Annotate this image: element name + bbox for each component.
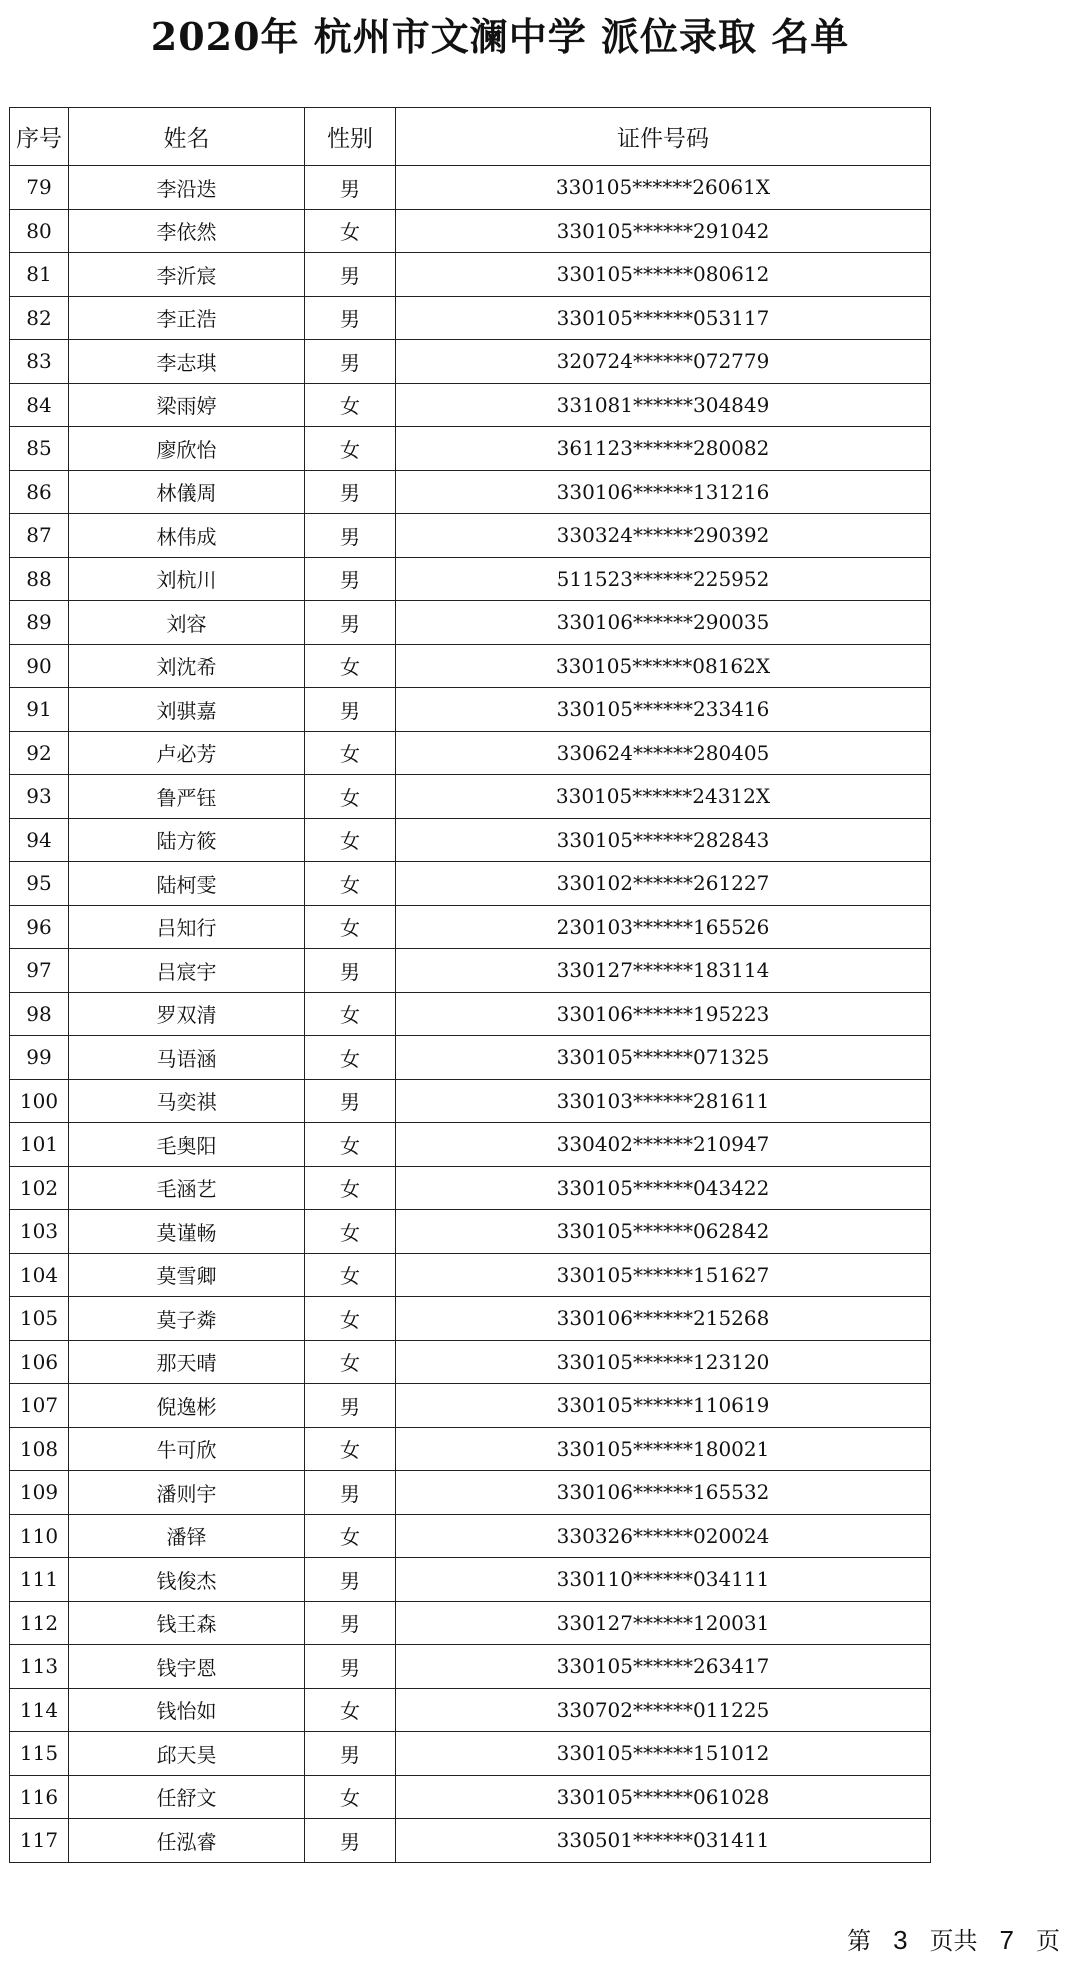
cell-gender: 女 bbox=[305, 1514, 396, 1558]
cell-id: 330106******131216 bbox=[396, 470, 931, 514]
table-row bbox=[10, 818, 931, 862]
table-row bbox=[10, 514, 931, 558]
cell-gender: 女 bbox=[305, 992, 396, 1036]
cell-seq: 116 bbox=[10, 1775, 69, 1819]
table-row bbox=[10, 1297, 931, 1341]
cell-gender: 男 bbox=[305, 688, 396, 732]
cell-name: 钱宇恩 bbox=[69, 1645, 305, 1689]
cell-name: 倪逸彬 bbox=[69, 1384, 305, 1428]
cell-id: 330105******24312X bbox=[396, 775, 931, 819]
table-row bbox=[10, 688, 931, 732]
cell-id: 330105******151627 bbox=[396, 1253, 931, 1297]
cell-seq: 108 bbox=[10, 1427, 69, 1471]
cell-seq: 100 bbox=[10, 1079, 69, 1123]
table-row bbox=[10, 1514, 931, 1558]
cell-name: 毛涵艺 bbox=[69, 1166, 305, 1210]
cell-name: 李正浩 bbox=[69, 296, 305, 340]
current-page-number: 3 bbox=[893, 1925, 908, 1955]
cell-seq: 105 bbox=[10, 1297, 69, 1341]
cell-id: 330106******215268 bbox=[396, 1297, 931, 1341]
cell-gender: 男 bbox=[305, 1471, 396, 1515]
cell-id: 330106******290035 bbox=[396, 601, 931, 645]
cell-gender: 男 bbox=[305, 1819, 396, 1863]
cell-gender: 女 bbox=[305, 905, 396, 949]
cell-gender: 男 bbox=[305, 340, 396, 384]
footer-middle: 页共 bbox=[929, 1927, 978, 1955]
table-row bbox=[10, 601, 931, 645]
cell-gender: 男 bbox=[305, 514, 396, 558]
cell-name: 钱王森 bbox=[69, 1601, 305, 1645]
cell-gender: 男 bbox=[305, 1079, 396, 1123]
cell-seq: 102 bbox=[10, 1166, 69, 1210]
table-row bbox=[10, 644, 931, 688]
cell-seq: 79 bbox=[10, 166, 69, 210]
cell-seq: 106 bbox=[10, 1340, 69, 1384]
page-title: 2020年 杭州市文澜中学 派位录取 名单 bbox=[150, 14, 850, 59]
table-row bbox=[10, 1166, 931, 1210]
cell-id: 330105******062842 bbox=[396, 1210, 931, 1254]
cell-name: 李沿迭 bbox=[69, 166, 305, 210]
cell-id: 330105******061028 bbox=[396, 1775, 931, 1819]
cell-gender: 女 bbox=[305, 427, 396, 471]
cell-id: 330105******110619 bbox=[396, 1384, 931, 1428]
cell-name: 莫子粦 bbox=[69, 1297, 305, 1341]
cell-gender: 女 bbox=[305, 644, 396, 688]
cell-name: 卢必芳 bbox=[69, 731, 305, 775]
cell-gender: 男 bbox=[305, 166, 396, 210]
cell-id: 330105******180021 bbox=[396, 1427, 931, 1471]
cell-id: 330501******031411 bbox=[396, 1819, 931, 1863]
cell-seq: 99 bbox=[10, 1036, 69, 1080]
cell-gender: 女 bbox=[305, 862, 396, 906]
cell-gender: 女 bbox=[305, 1123, 396, 1167]
table-row bbox=[10, 1471, 931, 1515]
cell-name: 马语涵 bbox=[69, 1036, 305, 1080]
table-row bbox=[10, 470, 931, 514]
cell-seq: 94 bbox=[10, 818, 69, 862]
cell-id: 330324******290392 bbox=[396, 514, 931, 558]
cell-gender: 男 bbox=[305, 470, 396, 514]
cell-id: 330105******080612 bbox=[396, 253, 931, 297]
cell-name: 潘铎 bbox=[69, 1514, 305, 1558]
cell-name: 李依然 bbox=[69, 209, 305, 253]
cell-name: 邱天昊 bbox=[69, 1732, 305, 1776]
cell-seq: 95 bbox=[10, 862, 69, 906]
cell-seq: 87 bbox=[10, 514, 69, 558]
footer-suffix: 页 bbox=[1036, 1927, 1060, 1955]
header-id: 证件号码 bbox=[396, 108, 931, 166]
cell-seq: 89 bbox=[10, 601, 69, 645]
table-row bbox=[10, 992, 931, 1036]
cell-seq: 101 bbox=[10, 1123, 69, 1167]
cell-name: 林伟成 bbox=[69, 514, 305, 558]
cell-name: 钱俊杰 bbox=[69, 1558, 305, 1602]
cell-id: 330402******210947 bbox=[396, 1123, 931, 1167]
cell-name: 钱怡如 bbox=[69, 1688, 305, 1732]
cell-gender: 男 bbox=[305, 296, 396, 340]
cell-seq: 98 bbox=[10, 992, 69, 1036]
cell-gender: 女 bbox=[305, 1036, 396, 1080]
table-row bbox=[10, 166, 931, 210]
cell-gender: 男 bbox=[305, 253, 396, 297]
table-row bbox=[10, 1819, 931, 1863]
cell-gender: 女 bbox=[305, 1210, 396, 1254]
table-row bbox=[10, 1427, 931, 1471]
cell-gender: 男 bbox=[305, 1384, 396, 1428]
cell-name: 陆方筱 bbox=[69, 818, 305, 862]
cell-gender: 女 bbox=[305, 818, 396, 862]
admission-table bbox=[9, 107, 931, 1863]
cell-id: 511523******225952 bbox=[396, 557, 931, 601]
cell-gender: 女 bbox=[305, 1340, 396, 1384]
cell-id: 330127******120031 bbox=[396, 1601, 931, 1645]
cell-id: 330105******071325 bbox=[396, 1036, 931, 1080]
cell-gender: 女 bbox=[305, 209, 396, 253]
cell-seq: 86 bbox=[10, 470, 69, 514]
cell-seq: 91 bbox=[10, 688, 69, 732]
table-row bbox=[10, 1645, 931, 1689]
table-row bbox=[10, 1123, 931, 1167]
cell-name: 廖欣怡 bbox=[69, 427, 305, 471]
table-body bbox=[10, 166, 931, 1863]
cell-seq: 81 bbox=[10, 253, 69, 297]
page-footer bbox=[847, 1921, 1060, 1956]
cell-gender: 女 bbox=[305, 1427, 396, 1471]
table-row bbox=[10, 1384, 931, 1428]
cell-name: 鲁严钰 bbox=[69, 775, 305, 819]
cell-gender: 女 bbox=[305, 1297, 396, 1341]
cell-seq: 109 bbox=[10, 1471, 69, 1515]
cell-seq: 84 bbox=[10, 383, 69, 427]
cell-seq: 112 bbox=[10, 1601, 69, 1645]
header-gender: 性别 bbox=[305, 108, 396, 166]
table-row bbox=[10, 209, 931, 253]
cell-name: 任舒文 bbox=[69, 1775, 305, 1819]
table-row bbox=[10, 1732, 931, 1776]
cell-gender: 男 bbox=[305, 1645, 396, 1689]
cell-name: 林儀周 bbox=[69, 470, 305, 514]
cell-name: 吕知行 bbox=[69, 905, 305, 949]
cell-seq: 85 bbox=[10, 427, 69, 471]
cell-id: 330105******233416 bbox=[396, 688, 931, 732]
cell-seq: 114 bbox=[10, 1688, 69, 1732]
cell-seq: 83 bbox=[10, 340, 69, 384]
cell-seq: 107 bbox=[10, 1384, 69, 1428]
cell-seq: 80 bbox=[10, 209, 69, 253]
cell-id: 330105******123120 bbox=[396, 1340, 931, 1384]
cell-name: 莫谨畅 bbox=[69, 1210, 305, 1254]
table-row bbox=[10, 557, 931, 601]
cell-name: 那天晴 bbox=[69, 1340, 305, 1384]
cell-id: 330105******151012 bbox=[396, 1732, 931, 1776]
cell-name: 马奕祺 bbox=[69, 1079, 305, 1123]
cell-name: 任泓睿 bbox=[69, 1819, 305, 1863]
cell-name: 莫雪卿 bbox=[69, 1253, 305, 1297]
cell-id: 330702******011225 bbox=[396, 1688, 931, 1732]
cell-name: 李志琪 bbox=[69, 340, 305, 384]
cell-gender: 女 bbox=[305, 1253, 396, 1297]
cell-id: 330105******08162X bbox=[396, 644, 931, 688]
cell-gender: 男 bbox=[305, 1558, 396, 1602]
cell-id: 330106******195223 bbox=[396, 992, 931, 1036]
cell-id: 361123******280082 bbox=[396, 427, 931, 471]
table-row bbox=[10, 862, 931, 906]
cell-name: 刘容 bbox=[69, 601, 305, 645]
cell-seq: 88 bbox=[10, 557, 69, 601]
cell-id: 330105******26061X bbox=[396, 166, 931, 210]
cell-id: 330106******165532 bbox=[396, 1471, 931, 1515]
cell-id: 330105******053117 bbox=[396, 296, 931, 340]
header-name: 姓名 bbox=[69, 108, 305, 166]
cell-name: 罗双清 bbox=[69, 992, 305, 1036]
table-row bbox=[10, 1253, 931, 1297]
cell-seq: 103 bbox=[10, 1210, 69, 1254]
cell-gender: 女 bbox=[305, 775, 396, 819]
cell-seq: 117 bbox=[10, 1819, 69, 1863]
cell-gender: 女 bbox=[305, 383, 396, 427]
cell-gender: 男 bbox=[305, 1732, 396, 1776]
cell-id: 330127******183114 bbox=[396, 949, 931, 993]
cell-seq: 115 bbox=[10, 1732, 69, 1776]
cell-name: 毛奥阳 bbox=[69, 1123, 305, 1167]
cell-seq: 110 bbox=[10, 1514, 69, 1558]
cell-gender: 女 bbox=[305, 731, 396, 775]
cell-id: 330105******282843 bbox=[396, 818, 931, 862]
table-row bbox=[10, 1601, 931, 1645]
cell-name: 刘杭川 bbox=[69, 557, 305, 601]
table-row bbox=[10, 1340, 931, 1384]
cell-name: 牛可欣 bbox=[69, 1427, 305, 1471]
cell-id: 330103******281611 bbox=[396, 1079, 931, 1123]
cell-id: 330624******280405 bbox=[396, 731, 931, 775]
cell-name: 刘沈希 bbox=[69, 644, 305, 688]
table-row bbox=[10, 296, 931, 340]
cell-id: 330102******261227 bbox=[396, 862, 931, 906]
table-row bbox=[10, 340, 931, 384]
cell-seq: 97 bbox=[10, 949, 69, 993]
table-row bbox=[10, 1210, 931, 1254]
cell-name: 梁雨婷 bbox=[69, 383, 305, 427]
cell-seq: 93 bbox=[10, 775, 69, 819]
table-row bbox=[10, 905, 931, 949]
total-pages-number: 7 bbox=[999, 1925, 1014, 1955]
cell-id: 330105******291042 bbox=[396, 209, 931, 253]
table-row bbox=[10, 1775, 931, 1819]
cell-id: 330105******263417 bbox=[396, 1645, 931, 1689]
cell-gender: 男 bbox=[305, 1601, 396, 1645]
cell-gender: 女 bbox=[305, 1775, 396, 1819]
table-row bbox=[10, 949, 931, 993]
table-row bbox=[10, 1079, 931, 1123]
cell-id: 230103******165526 bbox=[396, 905, 931, 949]
footer-prefix: 第 bbox=[847, 1927, 872, 1955]
cell-id: 330105******043422 bbox=[396, 1166, 931, 1210]
cell-gender: 男 bbox=[305, 557, 396, 601]
table-row bbox=[10, 427, 931, 471]
table-row bbox=[10, 1036, 931, 1080]
table-row bbox=[10, 775, 931, 819]
table-row bbox=[10, 253, 931, 297]
cell-id: 330110******034111 bbox=[396, 1558, 931, 1602]
cell-seq: 90 bbox=[10, 644, 69, 688]
cell-gender: 女 bbox=[305, 1166, 396, 1210]
cell-name: 潘则宇 bbox=[69, 1471, 305, 1515]
cell-name: 李沂宸 bbox=[69, 253, 305, 297]
cell-gender: 男 bbox=[305, 949, 396, 993]
cell-seq: 96 bbox=[10, 905, 69, 949]
table-row bbox=[10, 1688, 931, 1732]
cell-seq: 92 bbox=[10, 731, 69, 775]
table-row bbox=[10, 731, 931, 775]
cell-gender: 女 bbox=[305, 1688, 396, 1732]
cell-seq: 82 bbox=[10, 296, 69, 340]
cell-gender: 男 bbox=[305, 601, 396, 645]
cell-name: 陆柯雯 bbox=[69, 862, 305, 906]
table-header-row bbox=[10, 108, 931, 166]
header-seq: 序号 bbox=[10, 108, 69, 166]
cell-id: 331081******304849 bbox=[396, 383, 931, 427]
cell-id: 330326******020024 bbox=[396, 1514, 931, 1558]
table-row bbox=[10, 1558, 931, 1602]
cell-id: 320724******072779 bbox=[396, 340, 931, 384]
cell-seq: 111 bbox=[10, 1558, 69, 1602]
cell-seq: 104 bbox=[10, 1253, 69, 1297]
cell-name: 刘骐嘉 bbox=[69, 688, 305, 732]
cell-seq: 113 bbox=[10, 1645, 69, 1689]
table-row bbox=[10, 383, 931, 427]
cell-name: 吕宸宇 bbox=[69, 949, 305, 993]
